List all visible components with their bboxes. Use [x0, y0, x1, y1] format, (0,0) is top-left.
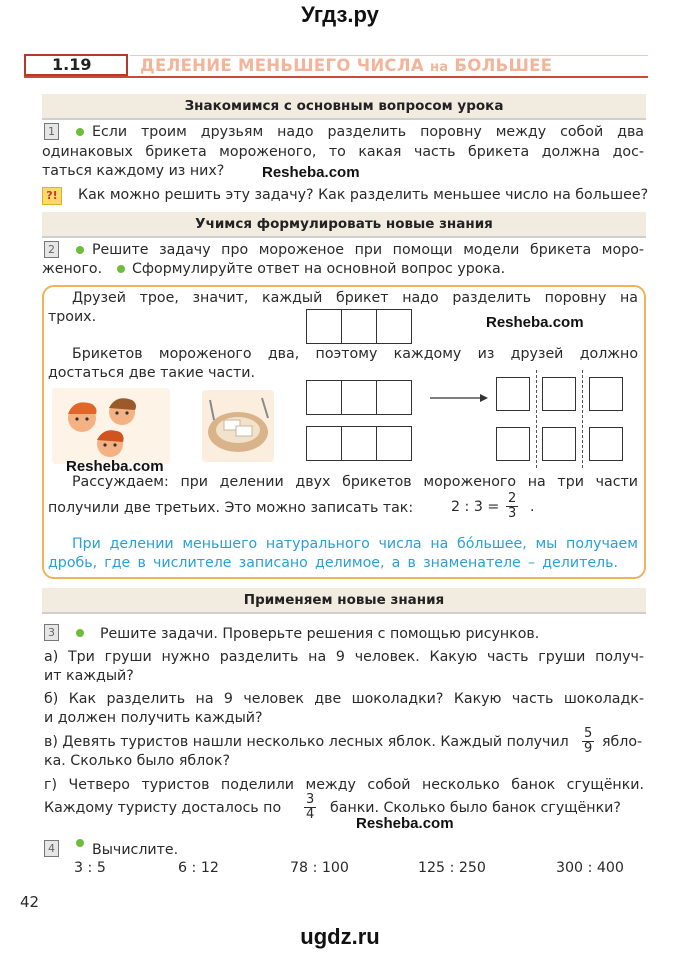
dashed-separator — [582, 370, 583, 468]
division-expression: 2 : 3 = — [451, 499, 500, 515]
task3-intro: Решите задачи. Проверьте решения с помощью рисунков. — [100, 626, 540, 642]
bar-cell — [376, 380, 412, 415]
task-number-1: 1 — [44, 123, 59, 140]
watermark: Resheba.com — [356, 815, 454, 832]
task4-intro: Вычислите. — [92, 842, 179, 858]
task3-v-line2: ка. Сколько было яблок? — [44, 753, 230, 769]
task3-b-line2: и должен получить каждый? — [44, 710, 263, 726]
header-underline — [24, 76, 648, 78]
model-p2-line1: Брикетов мороженого два, поэтому каждому из друзей должно — [72, 346, 638, 362]
bullet-dot — [76, 128, 84, 136]
lesson-number: 1.19 — [24, 54, 128, 76]
task3-g-line1: г) Четверо туристов поделили между собой несколько банок сгущёнки. — [44, 777, 644, 793]
dashed-separator — [536, 370, 537, 468]
task1-line1: Если троим друзьям надо разделить поровну между собой два — [92, 124, 644, 140]
fraction-two-thirds: $\frac{2}{3}$ — [508, 491, 517, 521]
task3-g-line2: Каждому туристу досталось по — [44, 800, 282, 816]
task4-expr: 78 : 100 — [290, 860, 349, 876]
task4-expr: 3 : 5 — [74, 860, 106, 876]
watermark: Resheba.com — [262, 164, 360, 181]
task3-v-line1-end: ябло- — [602, 734, 643, 750]
piece-cell — [542, 377, 576, 411]
divider — [42, 236, 646, 238]
bullet-dot — [117, 265, 125, 273]
rule-line2: дробь, где в числителе записано делимое, а в знаменателе – делитель. — [48, 555, 618, 571]
fraction-five-ninths: $\frac{5}{9}$ — [584, 726, 593, 756]
bar-cell — [306, 309, 342, 344]
task-number-2: 2 — [44, 241, 59, 258]
bullet-dot — [76, 839, 84, 847]
task2-line2b: Сформулируйте ответ на основной вопрос урока. — [132, 261, 506, 277]
children-illustration — [52, 388, 170, 464]
bar-cell — [341, 309, 377, 344]
watermark: Resheba.com — [66, 458, 164, 475]
task-number-3: 3 — [44, 624, 59, 641]
site-footer: ugdz.ru — [300, 924, 380, 949]
icecream-plate-illustration — [202, 390, 274, 462]
bullet-dot — [76, 246, 84, 254]
bar-cell — [341, 426, 377, 461]
bar-cell — [306, 380, 342, 415]
piece-cell — [496, 377, 530, 411]
rule-line1: При делении меньшего натурального числа на бо́льшее, мы получаем — [72, 536, 638, 552]
piece-cell — [542, 427, 576, 461]
piece-cell — [589, 427, 623, 461]
task1-line2: одинаковых брикета мороженого, то какая часть брикета должна дос- — [42, 144, 644, 160]
model-p2-line2: достаться две такие части. — [48, 365, 255, 381]
piece-cell — [496, 427, 530, 461]
watermark: Resheba.com — [486, 314, 584, 331]
fraction-three-quarters: $\frac{3}{4}$ — [306, 792, 315, 822]
task-number-4: 4 — [44, 840, 59, 857]
task4-expr: 300 : 400 — [556, 860, 624, 876]
period: . — [530, 499, 535, 515]
model-p1-line2: троих. — [48, 309, 97, 325]
site-title: Угдз.ру — [301, 2, 379, 27]
task3-b-line1: б) Как разделить на 9 человек две шоколадки? Какую часть шоколадк- — [44, 691, 644, 707]
task3-a-line1: а) Три груши нужно разделить на 9 человек. Какую часть груши получ- — [44, 649, 644, 665]
piece-cell — [589, 377, 623, 411]
arrow-right-icon — [430, 392, 488, 404]
question-text: Как можно решить эту задачу? Как разделить меньшее число на большее? — [78, 187, 649, 203]
task3-a-line2: ит каждый? — [44, 668, 134, 684]
task3-g-line2-end: банки. Сколько было банок сгущёнки? — [330, 800, 621, 816]
task2-line2a: женого. — [42, 261, 103, 277]
task3-v-line1: в) Девять туристов нашли несколько лесных яблок. Каждый получил — [44, 734, 569, 750]
model-p3-line1: Рассуждаем: при делении двух брикетов мороженого на три части — [72, 474, 638, 490]
task4-expr: 6 : 12 — [178, 860, 219, 876]
bar-cell — [376, 426, 412, 461]
divider — [42, 612, 646, 614]
model-p1-line1: Друзей трое, значит, каждый брикет надо разделить поровну на — [72, 290, 638, 306]
bullet-dot — [76, 629, 84, 637]
bar-cell — [376, 309, 412, 344]
section-apply: Применяем новые знания — [42, 588, 646, 612]
bar-cell — [306, 426, 342, 461]
task4-expr: 125 : 250 — [418, 860, 486, 876]
question-badge: ?! — [42, 187, 62, 205]
lesson-title: ДЕЛЕНИЕ МЕНЬШЕГО ЧИСЛА на БОЛЬШЕЕ — [140, 56, 553, 75]
task1-line3: таться каждому из них? — [42, 163, 225, 179]
bar-cell — [341, 380, 377, 415]
page-number: 42 — [20, 893, 40, 911]
task2-line1: Решите задачу про мороженое при помощи модели брикета моро- — [92, 242, 644, 258]
divider — [42, 118, 646, 120]
section-intro: Знакомимся с основным вопросом урока — [42, 94, 646, 118]
section-learn: Учимся формулировать новые знания — [42, 212, 646, 236]
model-p3-line2: получили две третьих. Это можно записать так: — [48, 500, 414, 516]
